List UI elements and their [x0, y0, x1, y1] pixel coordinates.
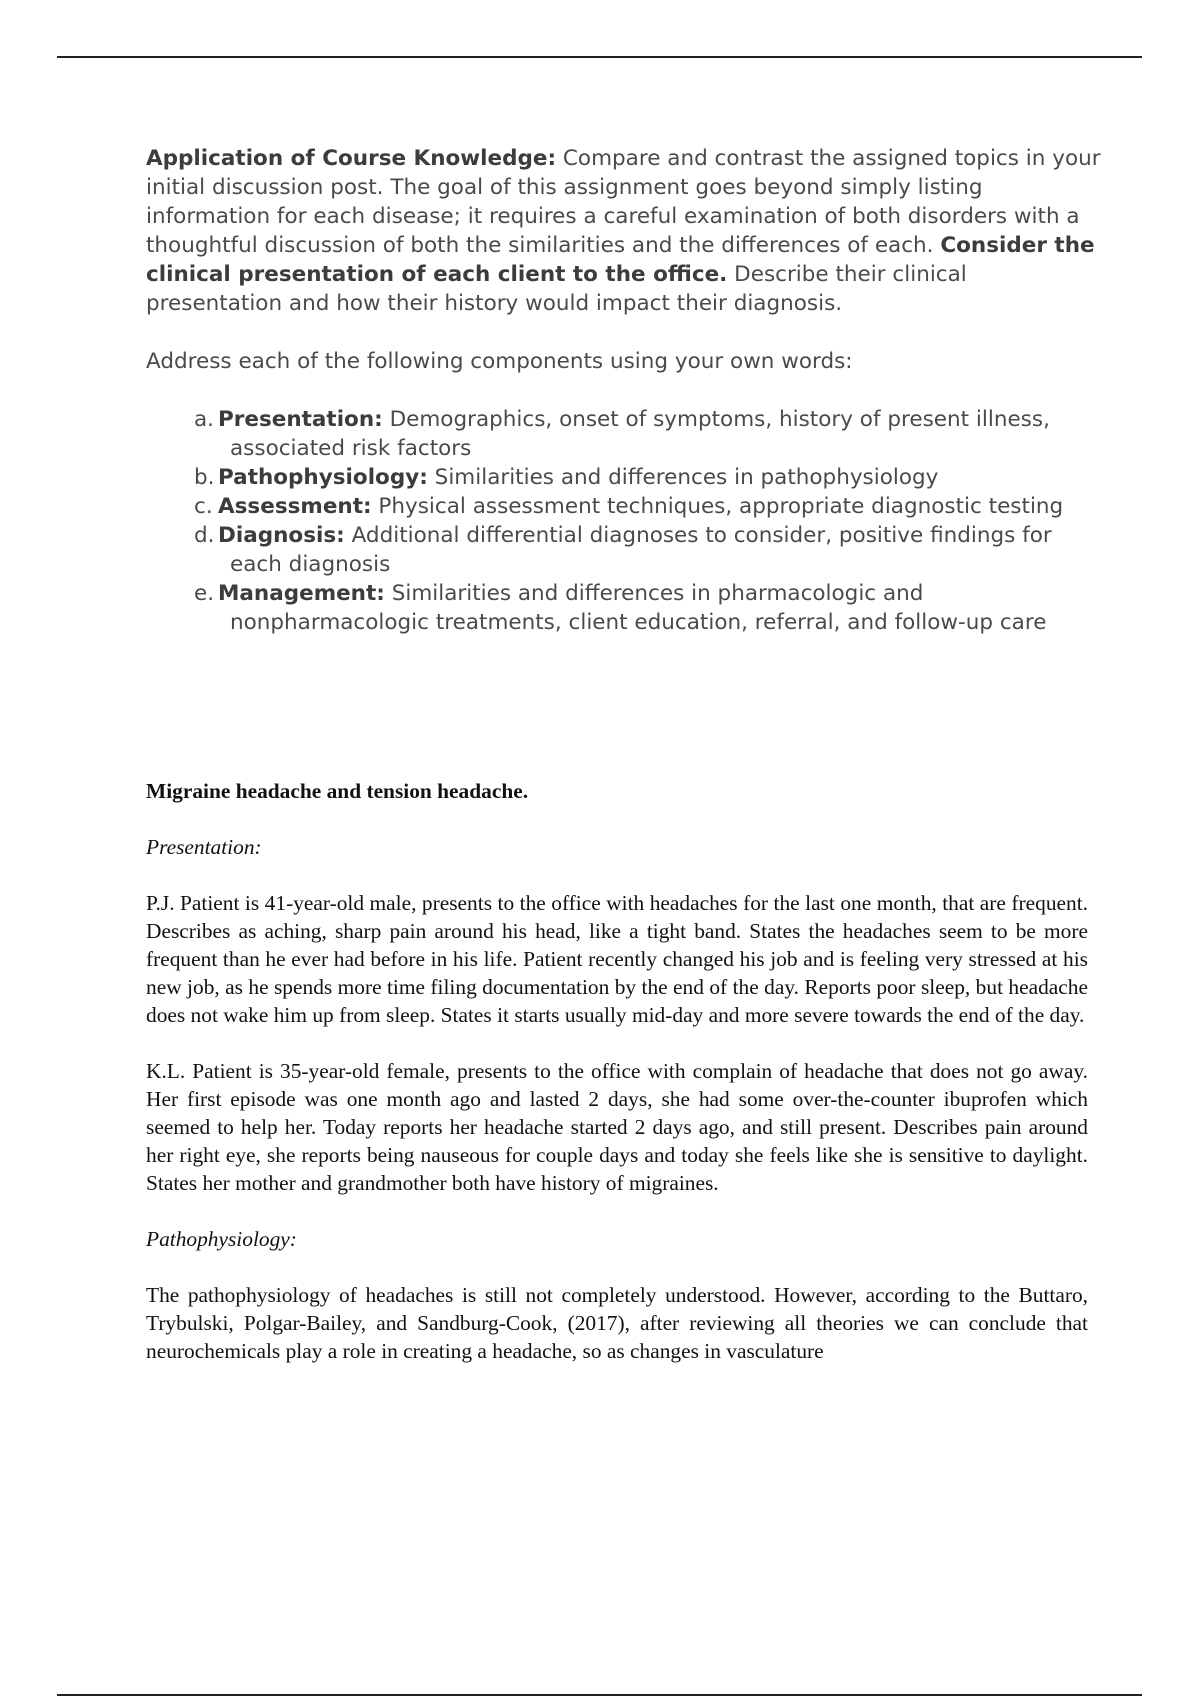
components-list: [146, 405, 1101, 637]
list-letter: c.: [194, 494, 213, 519]
list-label: Presentation:: [218, 407, 383, 432]
intro-paragraph: [146, 144, 1101, 318]
address-line: Address each of the following components using your own words:: [146, 349, 853, 374]
list-letter: e.: [194, 581, 215, 606]
intro-emphasis: Consider the clinical presentation of each client to the office.: [146, 233, 1095, 287]
intro-tail: Describe their clinical presentation and how their history would impact their diagnosis.: [146, 262, 967, 316]
intro-label: Application of Course Knowledge:: [146, 146, 557, 171]
intro-text: Compare and contrast the assigned topics in your initial discussion post. The goal of this assignment goes beyond simply listing information for each disease; it requires a careful examination of both disorders with a thoughtful discussion of both the similarities and the differences of each.: [146, 146, 1101, 258]
page-top-rule: [57, 56, 1142, 58]
list-letter: a.: [194, 407, 215, 432]
list-label: Pathophysiology:: [218, 465, 428, 490]
list-item: [146, 521, 1101, 579]
essay-title: Migraine headache and tension headache.: [146, 779, 529, 803]
list-text: Similarities and differences in pathophysiology: [427, 465, 939, 490]
list-item: [146, 579, 1101, 637]
pathophysiology-heading: Pathophysiology:: [146, 1227, 297, 1251]
essay-body: [146, 777, 1088, 1365]
list-text: Physical assessment techniques, appropriate diagnostic testing: [371, 494, 1064, 519]
paragraph-pj: P.J. Patient is 41-year-old male, presents to the office with headaches for the last one month, that are frequent. Describes as aching, sharp pain around his head, like a tight band. States the headaches seem to be more frequent than he ever had before in his life. Patient recently changed his job and is feeling very stressed at his new job, as he spends more time filing documentation by the end of the day. Reports poor sleep, but headache does not wake him up from sleep. States it starts usually mid-day and more severe towards the end of the day.: [146, 891, 1088, 1027]
list-label: Assessment:: [218, 494, 372, 519]
list-letter: d.: [194, 523, 215, 548]
presentation-heading: Presentation:: [146, 835, 262, 859]
paragraph-pathophysiology: The pathophysiology of headaches is still not completely understood. However, according to the Buttaro, Trybulski, Polgar-Bailey, and Sandburg-Cook, (2017), after reviewing all theories we can conclude that neurochemicals play a role in creating a headache, so as changes in vasculature: [146, 1283, 1088, 1363]
list-text: Similarities and differences in pharmacologic and nonpharmacologic treatments, client education, referral, and follow-up care: [230, 581, 1047, 635]
list-item: [146, 492, 1101, 521]
list-text: Demographics, onset of symptoms, history of present illness, associated risk factors: [230, 407, 1050, 461]
assignment-prompt: [146, 144, 1101, 637]
list-letter: b.: [194, 465, 215, 490]
list-item: [146, 463, 1101, 492]
list-item: [146, 405, 1101, 463]
page-bottom-rule: [57, 1694, 1142, 1696]
paragraph-kl: K.L. Patient is 35-year-old female, presents to the office with complain of headache that does not go away. Her first episode was one month ago and lasted 2 days, she had some over-the-counter ibuprofen which seemed to help her. Today reports her headache started 2 days ago, and still present. Describes pain around her right eye, she reports being nauseous for couple days and today she feels like she is sensitive to daylight. States her mother and grandmother both have history of migraines.: [146, 1059, 1088, 1195]
list-label: Diagnosis:: [218, 523, 345, 548]
list-label: Management:: [218, 581, 385, 606]
list-text: Additional differential diagnoses to consider, positive findings for each diagnosis: [230, 523, 1052, 577]
